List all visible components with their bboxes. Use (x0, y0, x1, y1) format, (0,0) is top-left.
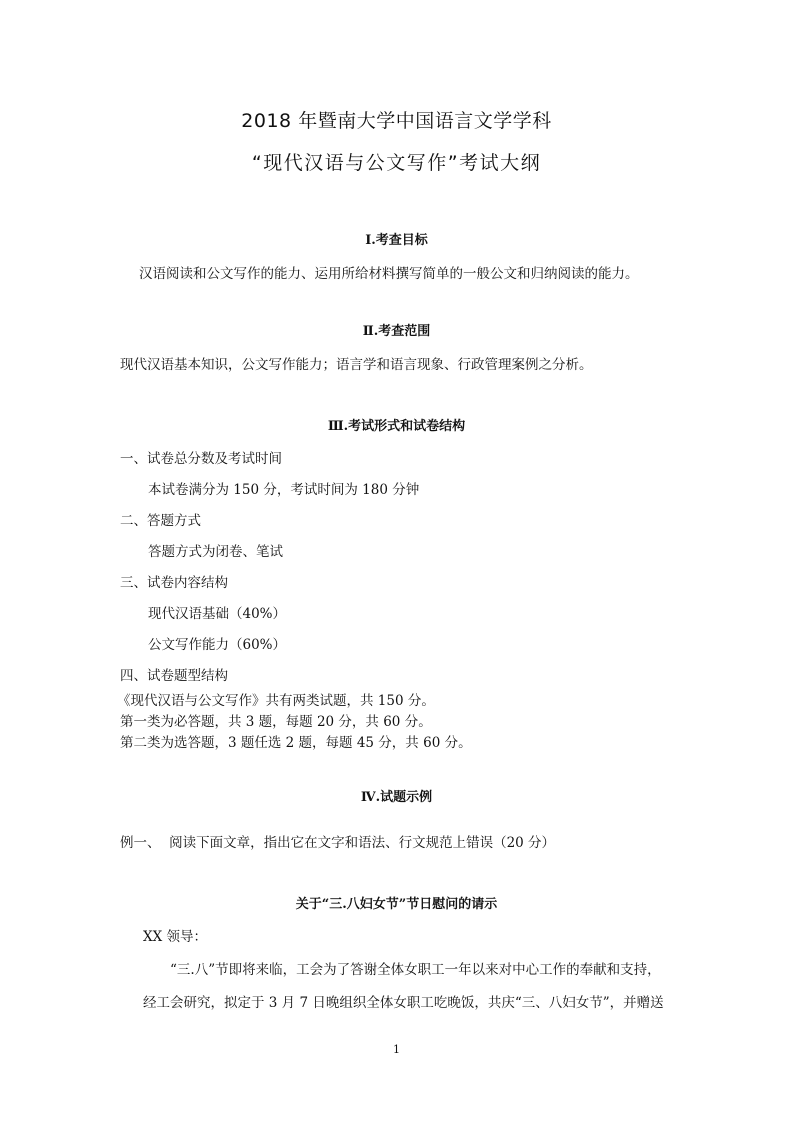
format-item-label: 二、答题方式 (120, 513, 201, 529)
format-item-detail: 第二类为选答题，3 题任选 2 题，每题 45 分，共 60 分。 (120, 735, 472, 751)
scope-paragraph: 现代汉语基本知识，公文写作能力；语言学和语言现象、行政管理案例之分析。 (120, 357, 593, 373)
format-item-detail: 本试卷满分为 150 分，考试时间为 180 分钟 (148, 482, 420, 498)
sample-body-line: “三.八”节即将来临，工会为了答谢全体女职工一年以来对中心工作的奉献和支持， (170, 962, 661, 978)
sample-document-title: 关于“三.八妇女节”节日慰问的请示 (295, 897, 498, 912)
document-title: 2018 年暨南大学中国语言文学学科 (241, 110, 552, 132)
section-heading-scope: Ⅱ.考查范围 (362, 324, 431, 339)
format-item-detail: 《现代汉语与公文写作》共有两类试题，共 150 分。 (117, 693, 435, 709)
section-heading-goals: Ⅰ.考查目标 (365, 233, 428, 248)
format-item-detail: 公文写作能力（60%） (148, 637, 287, 653)
format-item-detail: 第一类为必答题，共 3 题，每题 20 分，共 60 分。 (120, 714, 432, 730)
section-heading-format: Ⅲ.考试形式和试卷结构 (327, 419, 466, 434)
goals-paragraph: 汉语阅读和公文写作的能力、运用所给材料撰写简单的一般公文和归纳阅读的能力。 (139, 266, 639, 282)
sample-body-line: 经工会研究，拟定于 3 月 7 日晚组织全体女职工吃晚饭，共庆“三、八妇女节”，并赠送 (143, 995, 664, 1011)
format-item-detail: 答题方式为闭卷、笔试 (148, 544, 283, 560)
page-number: 1 (393, 1043, 400, 1056)
document-subtitle: “现代汉语与公文写作”考试大纲 (251, 152, 542, 174)
example-prompt: 例一、 阅读下面文章，指出它在文字和语法、行文规范上错误（20 分） (120, 835, 556, 851)
format-item-label: 一、试卷总分数及考试时间 (120, 451, 282, 467)
section-heading-examples: Ⅳ.试题示例 (360, 790, 433, 805)
format-item-label: 三、试卷内容结构 (120, 575, 228, 591)
format-item-detail: 现代汉语基础（40%） (148, 606, 287, 622)
sample-salutation: XX 领导： (143, 929, 208, 945)
format-item-label: 四、试卷题型结构 (120, 668, 228, 684)
